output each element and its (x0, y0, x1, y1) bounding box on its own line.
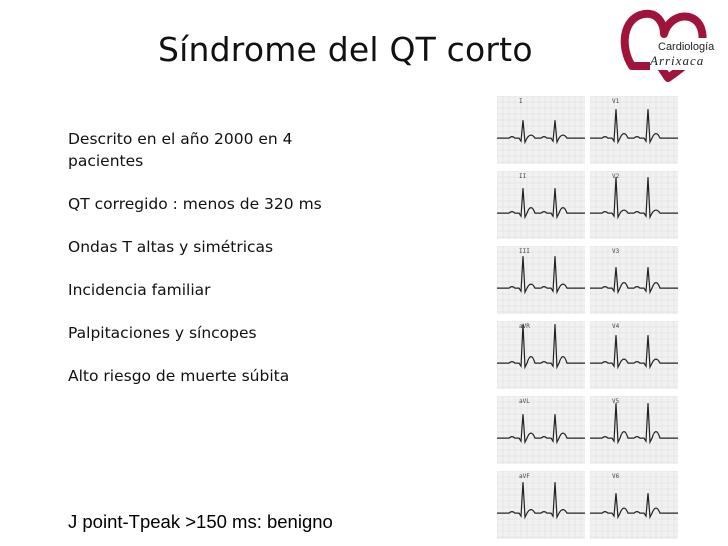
ecg-strip-v6 (590, 471, 678, 539)
logo-text-cardiologia: Cardiología (658, 41, 715, 53)
bullet-qt-corregido: QT corregido : menos de 320 ms (68, 194, 322, 213)
ecg-lead-label: aVR (519, 323, 530, 330)
ecg-lead-label: III (519, 248, 530, 255)
bullet-descrito: Descrito en el año 2000 en 4 pacientes (68, 130, 293, 170)
ecg-strip-avr (497, 321, 585, 389)
ecg-image (497, 96, 715, 544)
ecg-strip-v3 (590, 246, 678, 314)
bullet-riesgo: Alto riesgo de muerte súbita (68, 366, 290, 385)
final-line-jpoint: J point-Tpeak >150 ms: benigno (68, 511, 333, 532)
ecg-lead-label: V2 (612, 173, 620, 180)
ecg-strip-v2 (590, 171, 678, 239)
ecg-lead-label: aVF (519, 473, 530, 480)
bullet-ondas-t: Ondas T altas y simétricas (68, 237, 274, 256)
ecg-strip-v1 (590, 96, 678, 164)
ecg-lead-label: I (519, 98, 523, 105)
ecg-lead-label: V6 (612, 473, 620, 480)
ecg-strip-iii (497, 246, 585, 314)
ecg-lead-label: V1 (612, 98, 620, 105)
ecg-strip-avl (497, 396, 585, 464)
bullet-list (68, 129, 368, 409)
slide-title: Síndrome del QT corto (158, 30, 533, 69)
logo-text-arrixaca: Arrixaca (650, 53, 705, 68)
ecg-lead-label: II (519, 173, 527, 180)
ecg-strip-v4 (590, 321, 678, 389)
ecg-lead-label: aVL (519, 398, 530, 405)
ecg-strip-avf (497, 471, 585, 539)
bullet-palpitaciones: Palpitaciones y síncopes (68, 323, 257, 342)
bullet-incidencia: Incidencia familiar (68, 280, 211, 299)
ecg-strip-i (497, 96, 585, 164)
ecg-strip-v5 (590, 396, 678, 464)
ecg-lead-label: V4 (612, 323, 620, 330)
ecg-lead-label: V5 (612, 398, 620, 405)
ecg-lead-label: V3 (612, 248, 620, 255)
ecg-strip-ii (497, 171, 585, 239)
